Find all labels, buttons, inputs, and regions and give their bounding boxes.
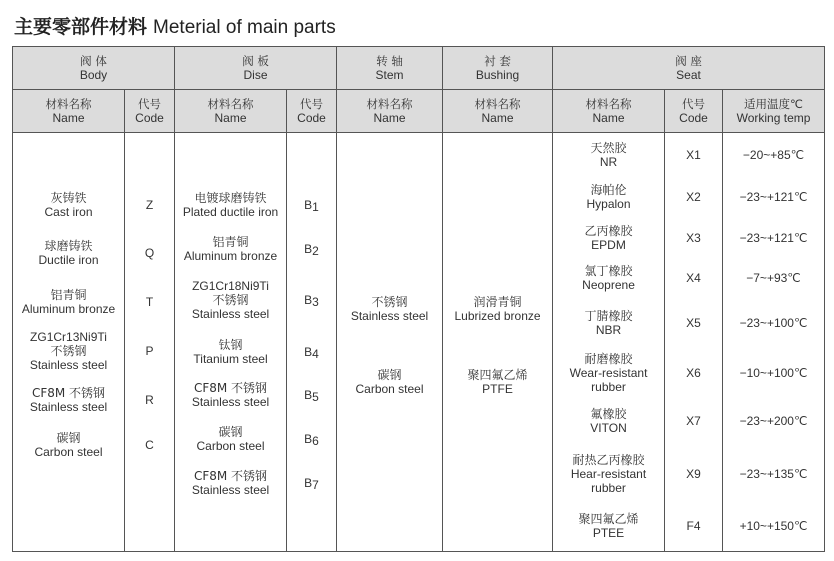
disc-code-5: [287, 388, 336, 404]
subheader-code: 代号 Code: [125, 90, 175, 133]
seat-code-1: [665, 148, 722, 162]
bushing-material-1: [443, 295, 552, 323]
subheader-name: 材料名称 Name: [13, 90, 125, 133]
disc-material-line: 碳钢: [218, 425, 243, 439]
seat-material-line: PTEE: [592, 526, 625, 540]
seat-code-7: [665, 414, 722, 428]
disc-code-value: B7: [304, 476, 319, 492]
seat-temp-column: [723, 133, 825, 552]
disc-material-line: Stainless steel: [191, 483, 270, 497]
stem-material-line: 不锈钢: [371, 295, 408, 309]
body-code-2: [125, 246, 174, 260]
group-header-bushing: 衬 套 Bushing: [443, 47, 553, 90]
body-material-line: Stainless steel: [29, 358, 108, 372]
seat-temp-value: −7~+93℃: [746, 271, 801, 285]
disc-material-line: 不锈钢: [212, 293, 249, 307]
body-code-value: Z: [145, 198, 154, 212]
group-header-stem: 转 轴 Stem: [337, 47, 443, 90]
seat-code-9: [665, 519, 722, 533]
seat-temp-3: [723, 231, 824, 245]
disc-material-4: [175, 338, 286, 366]
subheader-code: 代号 Code: [287, 90, 337, 133]
body-code-column: [125, 133, 175, 552]
disc-code-3: [287, 293, 336, 309]
stem-material-2: [337, 368, 442, 396]
disc-code-2: [287, 242, 336, 258]
disc-material-line: Stainless steel: [191, 395, 270, 409]
seat-material-line: rubber: [591, 380, 626, 394]
disc-material-7: [175, 469, 286, 497]
seat-material-line: 聚四氟乙烯: [578, 512, 639, 526]
body-material-3: [13, 288, 124, 316]
body-code-value: R: [145, 393, 154, 407]
seat-code-value: X1: [686, 148, 701, 162]
seat-code-value: X6: [686, 366, 701, 380]
disc-material-line: Stainless steel: [191, 307, 270, 321]
stem-material-line: Stainless steel: [350, 309, 429, 323]
title-en: Meterial of main parts: [153, 17, 336, 38]
body-material-line: 不锈钢: [50, 344, 87, 358]
body-material-line: Ductile iron: [38, 253, 99, 267]
bushing-material-line: Lubrized bronze: [454, 309, 541, 323]
seat-code-value: F4: [686, 519, 701, 533]
seat-material-line: 耐磨橡胶: [584, 352, 633, 366]
disc-code-7: [287, 476, 336, 492]
stem-name-column: [337, 133, 443, 552]
seat-temp-value: −20~+85℃: [742, 148, 805, 162]
seat-material-line: VITON: [590, 421, 627, 435]
group-header-body: 阀 体 Body: [13, 47, 175, 90]
body-material-line: 球磨铸铁: [44, 239, 93, 253]
body-code-value: Q: [144, 246, 155, 260]
seat-code-6: [665, 366, 722, 380]
seat-material-line: NBR: [595, 323, 622, 337]
body-material-line: Carbon steel: [34, 445, 103, 459]
body-code-1: [125, 198, 174, 212]
disc-material-line: CF8M 不锈钢: [193, 469, 268, 483]
seat-temp-value: −23~+121℃: [739, 190, 808, 204]
disc-material-5: [175, 381, 286, 409]
disc-material-3: [175, 279, 286, 321]
seat-material-line: 天然胶: [590, 141, 627, 155]
seat-code-5: [665, 316, 722, 330]
bushing-name-column: [443, 133, 553, 552]
seat-code-value: X7: [686, 414, 701, 428]
disc-code-column: [287, 133, 337, 552]
seat-material-5: [553, 309, 664, 337]
disc-code-4: [287, 345, 336, 361]
subheader-name: 材料名称 Name: [553, 90, 665, 133]
body-material-line: 灰铸铁: [50, 191, 87, 205]
seat-temp-9: [723, 519, 824, 533]
seat-material-9: [553, 512, 664, 540]
seat-name-column: [553, 133, 665, 552]
body-code-value: P: [145, 344, 154, 358]
disc-material-6: [175, 425, 286, 453]
disc-material-1: [175, 191, 286, 219]
disc-material-line: Titanium steel: [193, 352, 268, 366]
disc-code-value: B4: [304, 345, 319, 361]
seat-material-3: [553, 224, 664, 252]
body-material-4: [13, 330, 124, 372]
disc-code-1: [287, 198, 336, 214]
seat-material-7: [553, 407, 664, 435]
disc-material-line: Aluminum bronze: [183, 249, 278, 263]
bushing-material-line: 聚四氟乙烯: [467, 368, 528, 382]
body-material-line: 铝青铜: [50, 288, 87, 302]
seat-temp-2: [723, 190, 824, 204]
disc-name-column: [175, 133, 287, 552]
disc-material-line: Carbon steel: [196, 439, 265, 453]
body-material-line: ZG1Cr13Ni9Ti: [30, 330, 107, 344]
disc-code-6: [287, 432, 336, 448]
seat-code-4: [665, 271, 722, 285]
seat-material-6: [553, 352, 664, 394]
seat-code-value: X2: [686, 190, 701, 204]
title-zh: 主要零部件材料: [14, 16, 148, 38]
subheader-code: 代号 Code: [665, 90, 723, 133]
subheader-name: 材料名称 Name: [175, 90, 287, 133]
disc-code-value: B6: [304, 432, 319, 448]
body-material-line: Aluminum bronze: [21, 302, 116, 316]
seat-temp-8: [723, 467, 824, 481]
seat-temp-value: −23~+200℃: [739, 414, 808, 428]
seat-code-value: X9: [686, 467, 701, 481]
body-material-2: [13, 239, 124, 267]
seat-temp-value: −23~+135℃: [739, 467, 808, 481]
body-code-6: [125, 438, 174, 452]
seat-material-line: EPDM: [591, 238, 626, 252]
seat-material-2: [553, 183, 664, 211]
seat-material-line: 氟橡胶: [590, 407, 627, 421]
bushing-material-line: 润滑青铜: [473, 295, 522, 309]
materials-table: [12, 46, 825, 552]
seat-material-line: 耐热乙丙橡胶: [572, 453, 645, 467]
body-code-5: [125, 393, 174, 407]
seat-material-4: [553, 264, 664, 292]
group-header-seat: 阀 座 Seat: [553, 47, 825, 90]
body-material-1: [13, 191, 124, 219]
seat-temp-value: +10~+150℃: [739, 519, 808, 533]
disc-material-2: [175, 235, 286, 263]
seat-material-line: 丁腈橡胶: [584, 309, 633, 323]
disc-code-value: B2: [304, 242, 319, 258]
body-code-value: C: [145, 438, 154, 452]
seat-material-1: [553, 141, 664, 169]
seat-material-line: Wear-resistant: [569, 366, 648, 380]
seat-material-line: rubber: [591, 481, 626, 495]
subheader-name: 材料名称 Name: [337, 90, 443, 133]
seat-material-line: Neoprene: [582, 278, 635, 292]
seat-code-value: X3: [686, 231, 701, 245]
seat-material-line: Hear-resistant: [570, 467, 647, 481]
body-code-3: [125, 295, 174, 309]
seat-code-column: [665, 133, 723, 552]
disc-code-value: B3: [304, 293, 319, 309]
stem-material-1: [337, 295, 442, 323]
disc-material-line: CF8M 不锈钢: [193, 381, 268, 395]
disc-code-value: B1: [304, 198, 319, 214]
body-material-6: [13, 431, 124, 459]
seat-temp-1: [723, 148, 824, 162]
disc-code-value: B5: [304, 388, 319, 404]
body-material-5: [13, 386, 124, 414]
seat-material-line: 氯丁橡胶: [584, 264, 633, 278]
body-material-line: Stainless steel: [29, 400, 108, 414]
seat-code-3: [665, 231, 722, 245]
disc-material-line: 铝青铜: [212, 235, 249, 249]
seat-material-8: [553, 453, 664, 495]
group-header-disc: 阀 板 Dise: [175, 47, 337, 90]
body-material-line: CF8M 不锈钢: [31, 386, 106, 400]
body-material-line: Cast iron: [44, 205, 93, 219]
seat-code-value: X5: [686, 316, 701, 330]
subheader-temp: 适用温度℃ Working temp: [723, 90, 825, 133]
seat-temp-5: [723, 316, 824, 330]
body-code-4: [125, 344, 174, 358]
seat-temp-value: −23~+100℃: [739, 316, 808, 330]
subheader-name: 材料名称 Name: [443, 90, 553, 133]
body-code-value: T: [145, 295, 154, 309]
disc-material-line: ZG1Cr18Ni9Ti: [192, 279, 269, 293]
disc-material-line: 电镀球磨铸铁: [194, 191, 267, 205]
page-title: [14, 12, 336, 39]
disc-material-line: Plated ductile iron: [182, 205, 279, 219]
disc-material-line: 钛钢: [218, 338, 243, 352]
seat-code-2: [665, 190, 722, 204]
seat-material-line: 乙丙橡胶: [584, 224, 633, 238]
stem-material-line: 碳钢: [377, 368, 402, 382]
body-material-line: 碳钢: [56, 431, 81, 445]
seat-temp-6: [723, 366, 824, 380]
bushing-material-2: [443, 368, 552, 396]
seat-material-line: Hypalon: [586, 197, 631, 211]
seat-temp-4: [723, 271, 824, 285]
seat-temp-value: −23~+121℃: [739, 231, 808, 245]
seat-temp-value: −10~+100℃: [739, 366, 808, 380]
seat-code-8: [665, 467, 722, 481]
seat-code-value: X4: [686, 271, 701, 285]
body-name-column: [13, 133, 125, 552]
seat-temp-7: [723, 414, 824, 428]
bushing-material-line: PTFE: [482, 382, 513, 396]
stem-material-line: Carbon steel: [355, 382, 424, 396]
seat-material-line: 海帕伦: [590, 183, 627, 197]
seat-material-line: NR: [599, 155, 618, 169]
